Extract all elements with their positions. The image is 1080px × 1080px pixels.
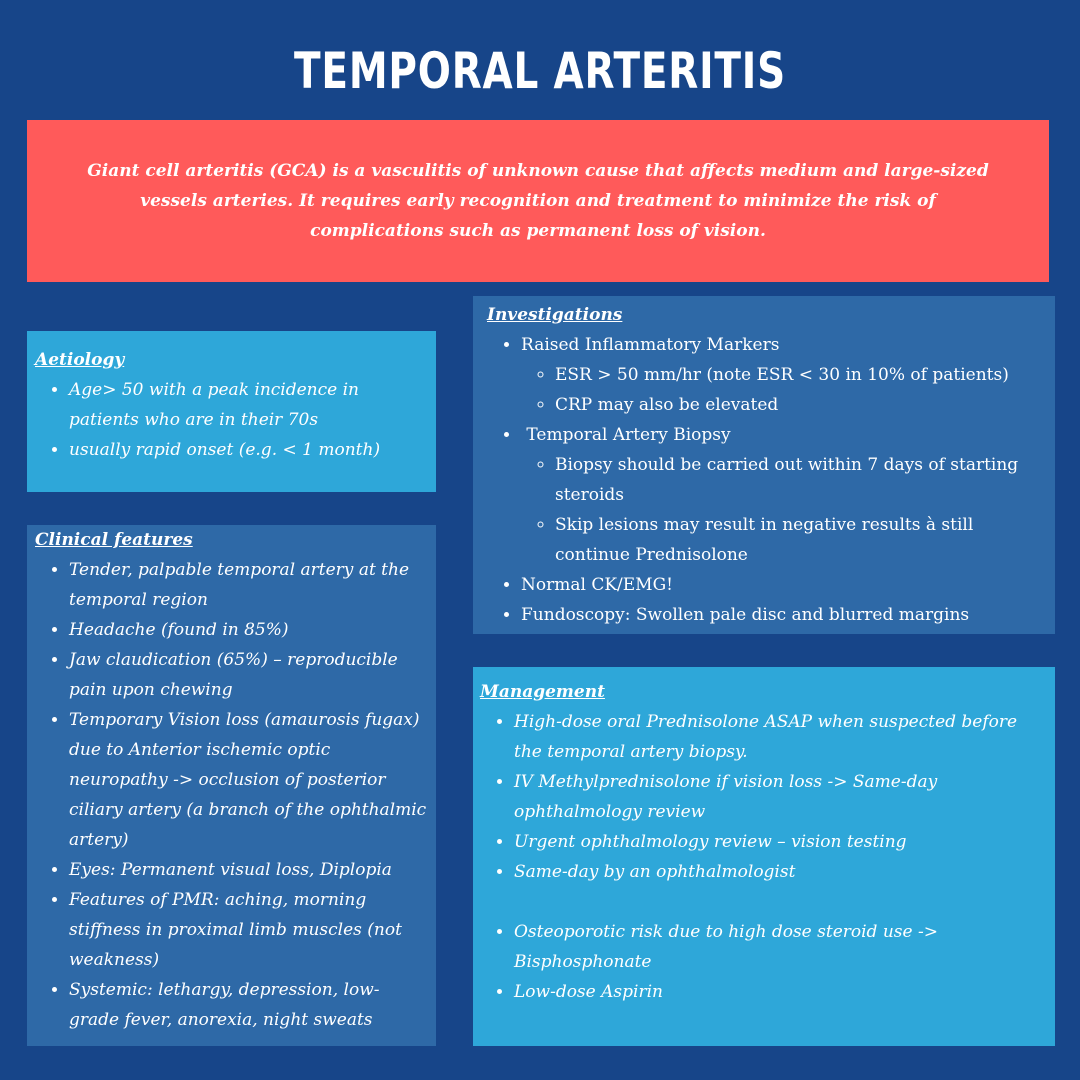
list-item: • Urgent ophthalmology review – vision testing <box>514 827 1047 857</box>
list-item: • Same-day by an ophthalmologist <box>514 857 1047 887</box>
management-heading: Management <box>480 682 605 702</box>
investigations-heading: Investigations <box>487 305 623 325</box>
list-item: • Osteoporotic risk due to high dose steroid use -> Bisphosphonate <box>514 917 1047 977</box>
clinical-features-box <box>27 525 436 1046</box>
page-title: TEMPORAL ARTERITIS <box>294 42 786 100</box>
sub-list-item: ◦ Biopsy should be carried out within 7 days of starting steroids <box>555 450 1047 510</box>
list-item: • Temporary Vision loss (amaurosis fugax) due to Anterior ischemic optic neuropathy -> occlusion of posterior ciliary artery (a branch of the ophthalmic artery) <box>69 705 428 855</box>
clinical-features-heading: Clinical features <box>35 530 193 550</box>
clinical-features-list <box>35 555 428 1035</box>
list-item: • usually rapid onset (e.g. < 1 month) <box>69 435 428 465</box>
intro-box <box>27 120 1049 282</box>
list-item: • Headache (found in 85%) <box>69 615 428 645</box>
list-item: • Eyes: Permanent visual loss, Diplopia <box>69 855 428 885</box>
aetiology-list <box>35 375 428 465</box>
list-item <box>521 420 1047 570</box>
list-item: • Systemic: lethargy, depression, low-grade fever, anorexia, night sweats <box>69 975 428 1035</box>
list-item: • Tender, palpable temporal artery at the temporal region <box>69 555 428 615</box>
intro-text: Giant cell arteritis (GCA) is a vasculitis of unknown cause that affects medium and large-sized vessels arteries. It requires early recognition and treatment to minimize the risk of complications such as permanent loss of vision. <box>87 161 989 241</box>
aetiology-box <box>27 331 436 492</box>
investigations-box <box>473 296 1055 634</box>
list-item-label: Raised Inflammatory Markers <box>521 335 780 355</box>
sub-list-item: ◦ CRP may also be elevated <box>555 390 1047 420</box>
list-item: • Jaw claudication (65%) – reproducible pain upon chewing <box>69 645 428 705</box>
list-item: • Age> 50 with a peak incidence in patients who are in their 70s <box>69 375 428 435</box>
sub-list-item: ◦ ESR > 50 mm/hr (note ESR < 30 in 10% of patients) <box>555 360 1047 390</box>
sub-list <box>521 450 1047 570</box>
list-spacer <box>514 887 1047 917</box>
list-item <box>521 330 1047 420</box>
list-item: • Normal CK/EMG! <box>521 570 1047 600</box>
sub-list-item: ◦ Skip lesions may result in negative results à still continue Prednisolone <box>555 510 1047 570</box>
list-item: • Features of PMR: aching, morning stiffness in proximal limb muscles (not weakness) <box>69 885 428 975</box>
list-item: • Fundoscopy: Swollen pale disc and blurred margins <box>521 600 1047 630</box>
list-item-label: Temporal Artery Biopsy <box>521 425 731 445</box>
aetiology-heading: Aetiology <box>35 350 125 370</box>
management-box <box>473 667 1055 1046</box>
investigations-list <box>487 330 1047 630</box>
management-list <box>480 707 1047 1007</box>
list-item: • High-dose oral Prednisolone ASAP when suspected before the temporal artery biopsy. <box>514 707 1047 767</box>
list-item: • Low-dose Aspirin <box>514 977 1047 1007</box>
sub-list <box>521 360 1047 420</box>
list-item: • IV Methylprednisolone if vision loss -> Same-day ophthalmology review <box>514 767 1047 827</box>
